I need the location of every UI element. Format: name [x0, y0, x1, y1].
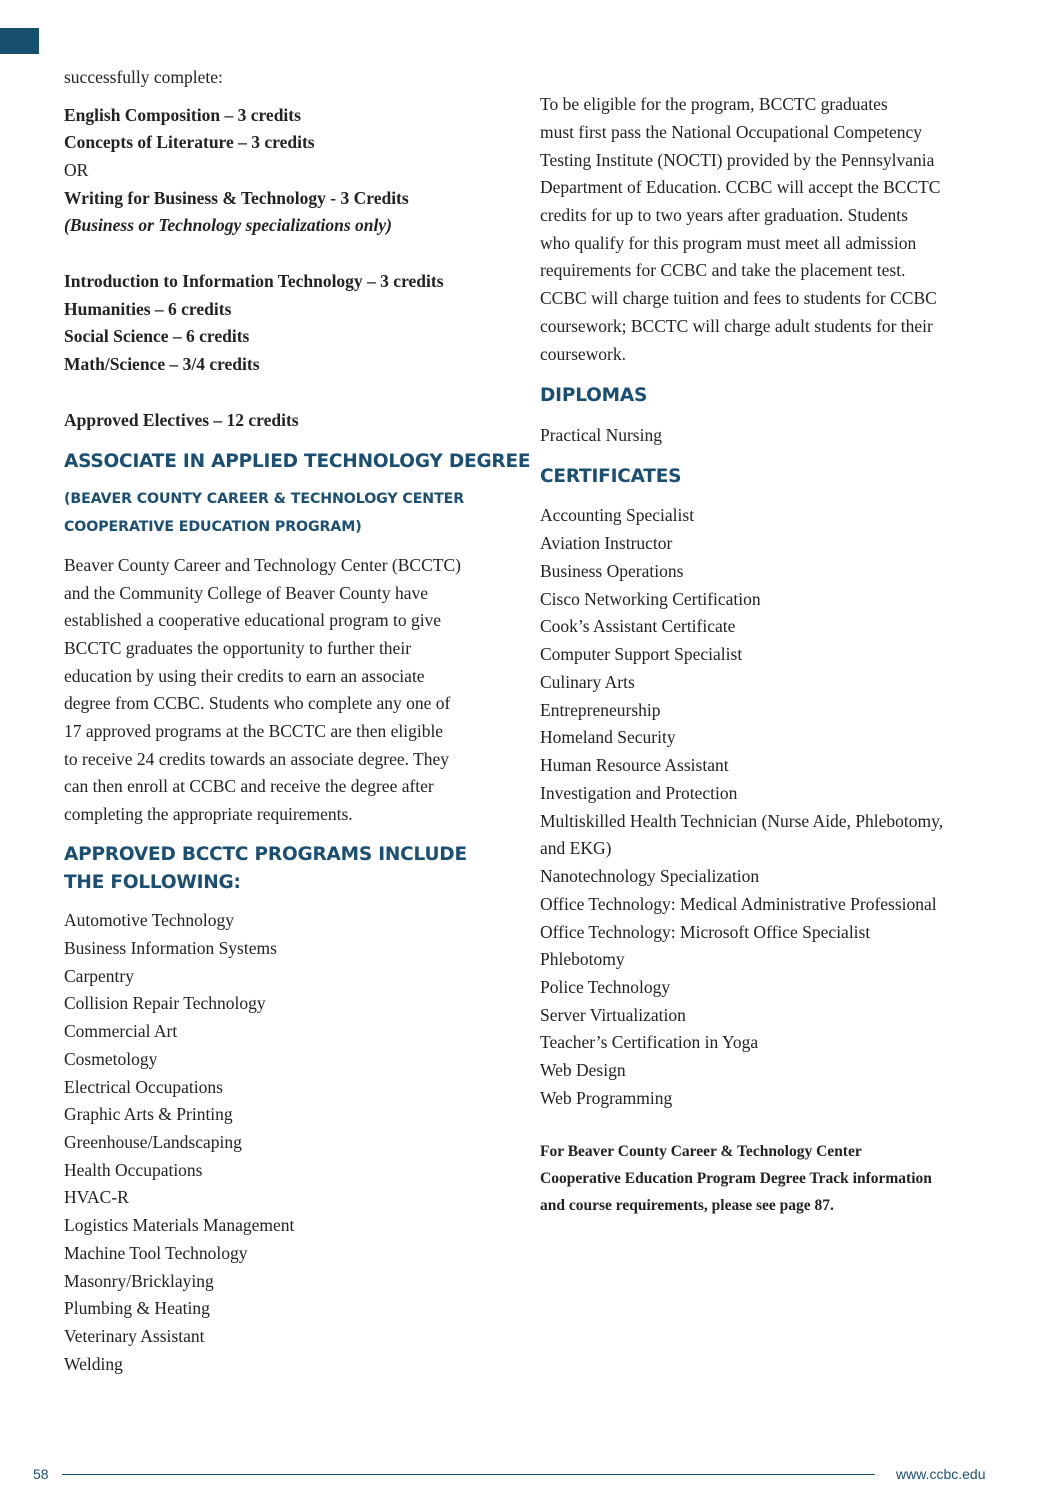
programs-heading-line-1: APPROVED BCCTC PROGRAMS INCLUDE — [64, 844, 467, 865]
paragraph-line: completing the appropriate requirements. — [64, 804, 353, 824]
list-item: Cook’s Assistant Certificate — [540, 616, 736, 636]
list-item: Logistics Materials Management — [64, 1215, 295, 1235]
paragraph-line: Beaver County Career and Technology Center (BCCTC) — [64, 555, 461, 575]
paragraph-line: degree from CCBC. Students who complete any one of — [64, 693, 451, 713]
list-item: Office Technology: Microsoft Office Specialist — [540, 922, 871, 942]
list-item: and EKG) — [540, 838, 612, 858]
paragraph-line: 17 approved programs at the BCCTC are then eligible — [64, 721, 444, 741]
note-line: and course requirements, please see page 87. — [540, 1197, 834, 1214]
list-item: Web Programming — [540, 1088, 673, 1108]
list-item: HVAC-R — [64, 1187, 129, 1207]
list-item: Business Information Systems — [64, 938, 277, 958]
requirement-approved-electives: Approved Electives – 12 credits — [64, 410, 299, 430]
list-item: Phlebotomy — [540, 949, 625, 969]
page-number: 58 — [33, 1466, 49, 1482]
requirement-english-composition: English Composition – 3 credits — [64, 105, 301, 125]
aat-subheading-line-1: (BEAVER COUNTY CAREER & TECHNOLOGY CENTER — [64, 491, 465, 507]
paragraph-line: CCBC will charge tuition and fees to students for CCBC — [540, 288, 937, 308]
list-item: Health Occupations — [64, 1160, 203, 1180]
paragraph-line: Department of Education. CCBC will accept the BCCTC — [540, 177, 941, 197]
list-item: Masonry/Bricklaying — [64, 1271, 214, 1291]
list-item: Investigation and Protection — [540, 783, 738, 803]
list-item: Carpentry — [64, 966, 134, 986]
list-item: Computer Support Specialist — [540, 644, 743, 664]
paragraph-line: coursework; BCCTC will charge adult students for their — [540, 316, 933, 336]
requirement-writing-business: Writing for Business & Technology - 3 Credits — [64, 188, 409, 208]
paragraph-line: coursework. — [540, 344, 627, 364]
requirement-concepts-literature: Concepts of Literature – 3 credits — [64, 132, 315, 152]
paragraph-line: to receive 24 credits towards an associate degree. They — [64, 749, 449, 769]
aat-degree-heading: ASSOCIATE IN APPLIED TECHNOLOGY DEGREE — [64, 451, 531, 472]
paragraph-line: Testing Institute (NOCTI) provided by the Pennsylvania — [540, 150, 935, 170]
list-item: Electrical Occupations — [64, 1077, 223, 1097]
list-item: Collision Repair Technology — [64, 993, 266, 1013]
footer-divider — [62, 1474, 875, 1475]
list-item: Police Technology — [540, 977, 671, 997]
footer-url-link[interactable]: www.ccbc.edu — [896, 1466, 986, 1482]
list-item: Aviation Instructor — [540, 533, 673, 553]
list-item: Entrepreneurship — [540, 700, 661, 720]
list-item: Homeland Security — [540, 727, 676, 747]
intro-text: successfully complete: — [64, 67, 223, 87]
list-item: Graphic Arts & Printing — [64, 1104, 233, 1124]
paragraph-line: established a cooperative educational program to give — [64, 610, 442, 630]
list-item: Machine Tool Technology — [64, 1243, 248, 1263]
list-item: Automotive Technology — [64, 910, 235, 930]
paragraph-line: credits for up to two years after graduation. Students — [540, 205, 908, 225]
list-item: Server Virtualization — [540, 1005, 686, 1025]
requirement-social-science: Social Science – 6 credits — [64, 326, 250, 346]
list-item: Accounting Specialist — [540, 505, 695, 525]
programs-heading-line-2: THE FOLLOWING: — [64, 872, 241, 893]
requirement-math-science: Math/Science – 3/4 credits — [64, 354, 260, 374]
list-item: Business Operations — [540, 561, 684, 581]
paragraph-line: BCCTC graduates the opportunity to further their — [64, 638, 412, 658]
list-item: Plumbing & Heating — [64, 1298, 210, 1318]
list-item: Human Resource Assistant — [540, 755, 729, 775]
diplomas-heading: DIPLOMAS — [540, 385, 648, 406]
paragraph-line: education by using their credits to earn an associate — [64, 666, 425, 686]
paragraph-line: must first pass the National Occupational Competency — [540, 122, 922, 142]
paragraph-line: can then enroll at CCBC and receive the degree after — [64, 776, 434, 796]
list-item: Cosmetology — [64, 1049, 158, 1069]
list-item: Multiskilled Health Technician (Nurse Aide, Phlebotomy, — [540, 811, 944, 831]
certificates-heading: CERTIFICATES — [540, 466, 682, 487]
list-item: Teacher’s Certification in Yoga — [540, 1032, 759, 1052]
paragraph-line: who qualify for this program must meet all admission — [540, 233, 917, 253]
list-item: Culinary Arts — [540, 672, 635, 692]
requirement-or: OR — [64, 160, 89, 180]
list-item: Office Technology: Medical Administrative Professional — [540, 894, 937, 914]
note-line: Cooperative Education Program Degree Track information — [540, 1170, 932, 1187]
paragraph-line: requirements for CCBC and take the placement test. — [540, 260, 906, 280]
aat-subheading-line-2: COOPERATIVE EDUCATION PROGRAM) — [64, 519, 362, 535]
requirement-specialization-note: (Business or Technology specializations only) — [64, 215, 392, 235]
note-line: For Beaver County Career & Technology Center — [540, 1143, 862, 1160]
diploma-item: Practical Nursing — [540, 425, 662, 445]
paragraph-line: To be eligible for the program, BCCTC graduates — [540, 94, 888, 114]
requirement-humanities: Humanities – 6 credits — [64, 299, 232, 319]
requirement-intro-it: Introduction to Information Technology – 3 credits — [64, 271, 444, 291]
paragraph-line: and the Community College of Beaver County have — [64, 583, 429, 603]
list-item: Veterinary Assistant — [64, 1326, 205, 1346]
list-item: Web Design — [540, 1060, 626, 1080]
list-item: Greenhouse/Landscaping — [64, 1132, 242, 1152]
list-item: Cisco Networking Certification — [540, 589, 761, 609]
list-item: Nanotechnology Specialization — [540, 866, 760, 886]
corner-tab-marker — [0, 28, 39, 54]
list-item: Welding — [64, 1354, 123, 1374]
list-item: Commercial Art — [64, 1021, 178, 1041]
